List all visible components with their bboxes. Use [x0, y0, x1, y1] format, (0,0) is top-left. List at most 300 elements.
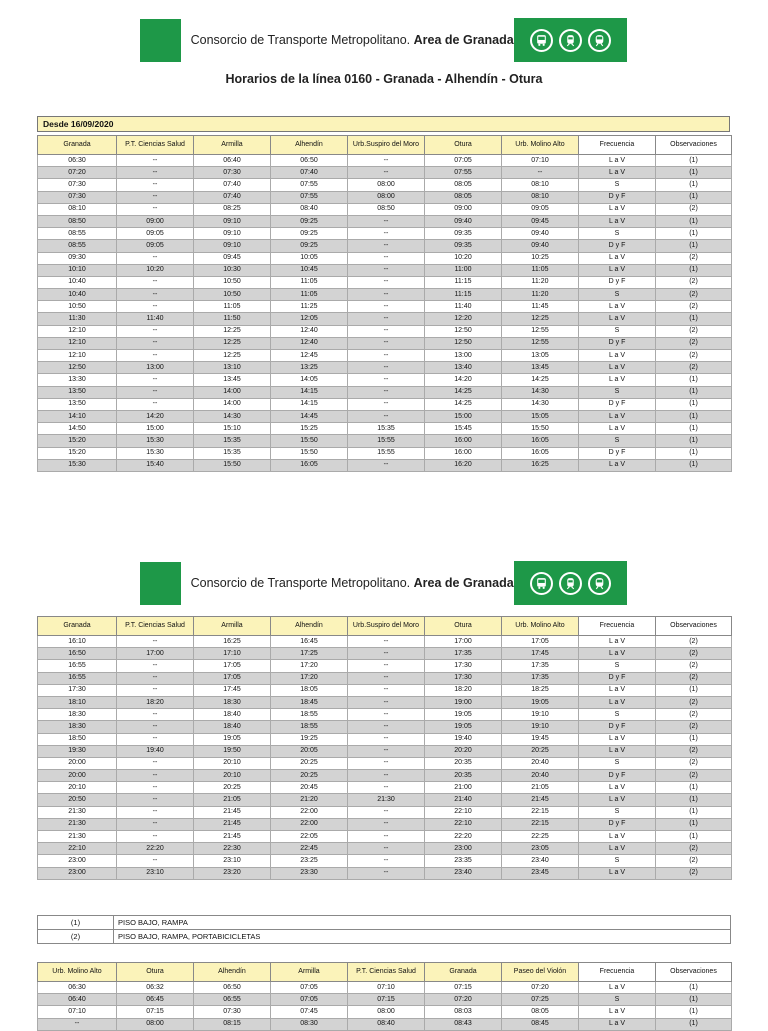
table-cell: 07:30 [38, 191, 117, 203]
table-cell: 11:30 [38, 313, 117, 325]
table-cell: 16:05 [502, 447, 579, 459]
column-header: Urb. Molino Alto [38, 963, 117, 982]
table-cell: 17:00 [425, 636, 502, 648]
table-cell: 09:05 [502, 203, 579, 215]
table-cell: (1) [656, 179, 732, 191]
outbound-schedule-table-2 [37, 616, 732, 880]
table-cell: 11:00 [425, 264, 502, 276]
table-cell: 07:55 [425, 167, 502, 179]
table-cell: (2) [656, 709, 732, 721]
table-cell: 22:20 [117, 843, 194, 855]
table-cell: 08:10 [38, 203, 117, 215]
table-cell: -- [348, 167, 425, 179]
table-cell: (2) [656, 337, 732, 349]
table-cell: 18:40 [194, 721, 271, 733]
table-cell: 13:00 [117, 362, 194, 374]
table-row [38, 215, 732, 227]
consortium-logo [140, 19, 181, 62]
table-cell: 07:55 [271, 179, 348, 191]
table-cell: (1) [656, 155, 732, 167]
table-cell: 14:20 [425, 374, 502, 386]
train-icon [588, 29, 611, 52]
table-cell: 17:45 [502, 648, 579, 660]
table-cell: 21:45 [194, 806, 271, 818]
table-row [38, 191, 732, 203]
column-header: Urb. Molino Alto [502, 136, 579, 155]
table-cell: 07:30 [38, 179, 117, 191]
table-cell: 09:35 [425, 228, 502, 240]
table-row [38, 337, 732, 349]
table-cell: -- [117, 806, 194, 818]
table-cell: -- [348, 386, 425, 398]
table-row [38, 855, 732, 867]
table-cell: 17:25 [271, 648, 348, 660]
table-row [38, 1018, 732, 1030]
table-cell: 07:25 [502, 994, 579, 1006]
table-cell: 14:30 [502, 398, 579, 410]
table-cell: 20:25 [502, 745, 579, 757]
table-cell: -- [348, 313, 425, 325]
table-cell: 15:50 [502, 423, 579, 435]
table-cell: 07:20 [38, 167, 117, 179]
column-header: Alhendín [194, 963, 271, 982]
table-cell: L a V [579, 794, 656, 806]
table-cell: 10:05 [271, 252, 348, 264]
table-cell: 16:05 [271, 459, 348, 471]
column-header: Frecuencia [579, 617, 656, 636]
table-cell: 19:05 [502, 696, 579, 708]
table-cell: 12:40 [271, 337, 348, 349]
table-cell: 08:05 [425, 179, 502, 191]
table-row [38, 179, 732, 191]
table-cell: 18:30 [38, 721, 117, 733]
table-cell: 18:20 [425, 684, 502, 696]
table-cell: (2) [656, 325, 732, 337]
table-cell: 15:00 [425, 410, 502, 422]
table-row [38, 398, 732, 410]
table-cell: 20:00 [38, 770, 117, 782]
table-cell: (2) [656, 362, 732, 374]
table-cell: 22:30 [194, 843, 271, 855]
table-cell: (1) [656, 410, 732, 422]
table-cell: 15:50 [194, 459, 271, 471]
table-cell: 23:45 [502, 867, 579, 879]
table-cell: 10:40 [38, 276, 117, 288]
table-cell: 08:30 [271, 1018, 348, 1030]
table-cell: 16:50 [38, 648, 117, 660]
table-cell: L a V [579, 252, 656, 264]
table-row [38, 289, 732, 301]
legend-row [38, 930, 731, 944]
table-cell: 11:05 [502, 264, 579, 276]
table-cell: 14:15 [271, 386, 348, 398]
table-cell: 07:40 [194, 179, 271, 191]
table-cell: 11:50 [194, 313, 271, 325]
table-cell: 10:50 [38, 301, 117, 313]
table-cell: 20:10 [194, 770, 271, 782]
transport-modes [514, 18, 627, 62]
table-cell: S [579, 179, 656, 191]
table-cell: 11:40 [117, 313, 194, 325]
table-cell: 20:25 [194, 782, 271, 794]
table-cell: 17:35 [425, 648, 502, 660]
table-cell: 14:45 [271, 410, 348, 422]
table-cell: (1) [656, 982, 732, 994]
column-header: Alhendín [271, 617, 348, 636]
table-cell: 18:40 [194, 709, 271, 721]
table-cell: 11:05 [271, 289, 348, 301]
table-cell: 20:05 [271, 745, 348, 757]
table-cell: -- [117, 276, 194, 288]
table-row [38, 843, 732, 855]
table-cell: 07:30 [194, 167, 271, 179]
table-cell: 17:10 [194, 648, 271, 660]
table-cell: 21:45 [502, 794, 579, 806]
table-cell: 08:40 [271, 203, 348, 215]
column-header: P.T. Ciencias Salud [117, 136, 194, 155]
column-header: Otura [425, 136, 502, 155]
table-cell: 16:55 [38, 660, 117, 672]
column-header: Observaciones [656, 617, 732, 636]
table-cell: (2) [656, 636, 732, 648]
table-cell: 17:35 [502, 660, 579, 672]
table-cell: L a V [579, 831, 656, 843]
table-cell: 14:10 [38, 410, 117, 422]
table-cell: L a V [579, 410, 656, 422]
table-cell: 07:40 [271, 167, 348, 179]
table-cell: 10:50 [194, 289, 271, 301]
table-row [38, 1006, 732, 1018]
table-row [38, 745, 732, 757]
table-cell: -- [117, 179, 194, 191]
table-cell: 06:40 [194, 155, 271, 167]
table-cell: 07:40 [194, 191, 271, 203]
table-cell: -- [348, 806, 425, 818]
table-row [38, 301, 732, 313]
table-cell: 18:45 [271, 696, 348, 708]
table-cell: L a V [579, 696, 656, 708]
table-cell: 22:10 [425, 806, 502, 818]
table-row [38, 252, 732, 264]
table-cell: -- [117, 709, 194, 721]
table-cell: 09:05 [117, 240, 194, 252]
table-cell: 15:20 [38, 447, 117, 459]
table-cell: 13:10 [194, 362, 271, 374]
table-cell: S [579, 386, 656, 398]
table-cell: 14:00 [194, 386, 271, 398]
table-cell: -- [348, 325, 425, 337]
table-cell: 22:05 [271, 831, 348, 843]
table-cell: 07:55 [271, 191, 348, 203]
table-header-row [38, 136, 732, 155]
table-cell: 07:10 [348, 982, 425, 994]
table-cell: -- [117, 325, 194, 337]
observations-legend [37, 915, 731, 944]
column-header: Observaciones [656, 963, 732, 982]
table-cell: 06:32 [117, 982, 194, 994]
table-cell: -- [348, 745, 425, 757]
table-row [38, 831, 732, 843]
table-cell: 20:45 [271, 782, 348, 794]
column-header: Urb.Suspiro del Moro [348, 136, 425, 155]
table-cell: -- [117, 721, 194, 733]
column-header: Urb. Molino Alto [502, 617, 579, 636]
table-cell: 10:50 [194, 276, 271, 288]
table-cell: 08:00 [348, 1006, 425, 1018]
table-row [38, 423, 732, 435]
table-cell: 15:35 [348, 423, 425, 435]
column-header: Alhendín [271, 136, 348, 155]
table-cell: -- [117, 782, 194, 794]
table-row [38, 782, 732, 794]
table-cell: 06:50 [194, 982, 271, 994]
table-cell: -- [348, 867, 425, 879]
table-cell: (1) [656, 435, 732, 447]
table-cell: (2) [656, 203, 732, 215]
table-cell: 09:10 [194, 215, 271, 227]
table-cell: -- [117, 337, 194, 349]
table-cell: 21:30 [38, 806, 117, 818]
table-cell: 12:55 [502, 337, 579, 349]
header-banner [140, 18, 627, 62]
table-row [38, 276, 732, 288]
table-cell: 13:05 [502, 350, 579, 362]
table-cell: 07:10 [38, 1006, 117, 1018]
table-cell: (1) [656, 459, 732, 471]
table-row [38, 350, 732, 362]
table-cell: D y F [579, 191, 656, 203]
table-cell: 20:50 [38, 794, 117, 806]
table-cell: 16:55 [38, 672, 117, 684]
table-cell: 11:40 [425, 301, 502, 313]
table-row [38, 167, 732, 179]
area-name: Area de Granada [413, 33, 514, 47]
table-cell: (2) [656, 855, 732, 867]
table-row [38, 362, 732, 374]
table-row [38, 325, 732, 337]
table-cell: 11:20 [502, 289, 579, 301]
table-cell: 09:40 [502, 228, 579, 240]
table-cell: -- [117, 374, 194, 386]
table-cell: 10:30 [194, 264, 271, 276]
table-cell: 14:50 [38, 423, 117, 435]
table-cell: -- [348, 818, 425, 830]
table-cell: 07:15 [117, 1006, 194, 1018]
column-header: Frecuencia [579, 136, 656, 155]
consortium-logo [140, 562, 181, 605]
table-cell: 15:05 [502, 410, 579, 422]
table-cell: -- [117, 301, 194, 313]
table-cell: -- [348, 696, 425, 708]
table-cell: S [579, 228, 656, 240]
table-cell: 19:10 [502, 709, 579, 721]
table-cell: L a V [579, 301, 656, 313]
legend-code: (1) [38, 916, 114, 930]
table-cell: 17:05 [194, 672, 271, 684]
table-cell: (2) [656, 745, 732, 757]
table-cell: 17:20 [271, 660, 348, 672]
table-cell: 18:10 [38, 696, 117, 708]
table-cell: 12:05 [271, 313, 348, 325]
table-cell: (2) [656, 843, 732, 855]
table-cell: S [579, 289, 656, 301]
table-cell: (2) [656, 757, 732, 769]
table-cell: 17:05 [502, 636, 579, 648]
legend-code: (2) [38, 930, 114, 944]
table-cell: 14:30 [194, 410, 271, 422]
column-header: Armilla [194, 136, 271, 155]
table-cell: (1) [656, 167, 732, 179]
table-cell: 12:25 [194, 325, 271, 337]
table-cell: 09:25 [271, 240, 348, 252]
table-cell: (2) [656, 696, 732, 708]
table-cell: 13:25 [271, 362, 348, 374]
table-cell: 22:15 [502, 806, 579, 818]
table-cell: 07:05 [271, 982, 348, 994]
table-cell: 09:45 [502, 215, 579, 227]
table-cell: 15:20 [38, 435, 117, 447]
table-cell: 12:25 [194, 337, 271, 349]
table-cell: 19:25 [271, 733, 348, 745]
table-row [38, 770, 732, 782]
table-cell: 20:40 [502, 757, 579, 769]
table-cell: 17:45 [194, 684, 271, 696]
table-cell: L a V [579, 167, 656, 179]
table-cell: (1) [656, 398, 732, 410]
tram-icon [559, 572, 582, 595]
table-cell: -- [348, 264, 425, 276]
table-cell: L a V [579, 733, 656, 745]
table-cell: 12:10 [38, 350, 117, 362]
table-cell: 08:10 [502, 179, 579, 191]
table-cell: 14:25 [425, 398, 502, 410]
table-cell: 08:00 [348, 179, 425, 191]
table-cell: 16:10 [38, 636, 117, 648]
table-cell: 18:30 [194, 696, 271, 708]
table-cell: 22:25 [502, 831, 579, 843]
table-cell: 07:05 [425, 155, 502, 167]
table-row [38, 228, 732, 240]
table-cell: 19:40 [117, 745, 194, 757]
table-cell: 08:10 [502, 191, 579, 203]
table-row [38, 721, 732, 733]
table-cell: -- [117, 203, 194, 215]
table-cell: -- [348, 301, 425, 313]
table-cell: 10:20 [117, 264, 194, 276]
table-cell: 12:55 [502, 325, 579, 337]
table-cell: L a V [579, 1018, 656, 1030]
legend-text: PISO BAJO, RAMPA, PORTABICICLETAS [114, 930, 731, 944]
table-cell: 21:05 [502, 782, 579, 794]
table-row [38, 459, 732, 471]
table-cell: 11:15 [425, 276, 502, 288]
area-name: Area de Granada [413, 576, 514, 590]
table-cell: -- [348, 831, 425, 843]
table-cell: 14:05 [271, 374, 348, 386]
table-cell: -- [348, 782, 425, 794]
table-cell: -- [348, 855, 425, 867]
table-cell: -- [348, 410, 425, 422]
table-cell: 17:35 [502, 672, 579, 684]
table-cell: (1) [656, 423, 732, 435]
table-cell: 06:30 [38, 982, 117, 994]
table-cell: 16:05 [502, 435, 579, 447]
table-cell: 21:45 [194, 818, 271, 830]
table-cell: 19:10 [502, 721, 579, 733]
table-cell: (1) [656, 191, 732, 203]
page-title: Horarios de la línea 0160 - Granada - Alhendín - Otura [225, 72, 543, 86]
table-cell: 08:50 [348, 203, 425, 215]
column-header: Urb.Suspiro del Moro [348, 617, 425, 636]
table-cell: -- [117, 636, 194, 648]
table-cell: 23:00 [425, 843, 502, 855]
table-cell: -- [117, 818, 194, 830]
table-cell: 11:05 [194, 301, 271, 313]
table-cell: -- [117, 398, 194, 410]
table-cell: 11:15 [425, 289, 502, 301]
table-cell: 20:20 [425, 745, 502, 757]
table-cell: 22:00 [271, 818, 348, 830]
table-cell: (2) [656, 721, 732, 733]
table-cell: 15:45 [425, 423, 502, 435]
table-cell: 12:50 [425, 325, 502, 337]
table-row [38, 818, 732, 830]
table-cell: 23:25 [271, 855, 348, 867]
table-cell: -- [117, 350, 194, 362]
legend-text: PISO BAJO, RAMPA [114, 916, 731, 930]
table-header-row [38, 963, 732, 982]
table-cell: L a V [579, 155, 656, 167]
table-cell: 08:45 [502, 1018, 579, 1030]
table-row [38, 696, 732, 708]
table-cell: (1) [656, 831, 732, 843]
table-cell: 07:20 [425, 994, 502, 1006]
table-cell: (1) [656, 818, 732, 830]
table-cell: 13:00 [425, 350, 502, 362]
table-cell: S [579, 435, 656, 447]
table-cell: 07:05 [271, 994, 348, 1006]
table-cell: 20:10 [194, 757, 271, 769]
table-cell: 20:25 [271, 757, 348, 769]
table-cell: 10:40 [38, 289, 117, 301]
table-cell: 19:05 [425, 721, 502, 733]
table-cell: -- [348, 337, 425, 349]
table-cell: L a V [579, 313, 656, 325]
table-cell: 10:25 [502, 252, 579, 264]
table-cell: 14:25 [502, 374, 579, 386]
table-cell: -- [117, 672, 194, 684]
return-schedule-table [37, 962, 732, 1031]
table-cell: 17:30 [425, 672, 502, 684]
table-header-row [38, 617, 732, 636]
table-cell: 08:15 [194, 1018, 271, 1030]
table-cell: 07:45 [271, 1006, 348, 1018]
table-cell: 11:05 [271, 276, 348, 288]
table-cell: L a V [579, 745, 656, 757]
table-cell: 12:10 [38, 325, 117, 337]
table-cell: (1) [656, 447, 732, 459]
table-cell: 12:40 [271, 325, 348, 337]
table-cell: L a V [579, 459, 656, 471]
table-cell: L a V [579, 264, 656, 276]
table-cell: 18:25 [502, 684, 579, 696]
table-cell: 12:45 [271, 350, 348, 362]
table-cell: 13:50 [38, 386, 117, 398]
table-cell: 15:30 [117, 435, 194, 447]
column-header: Granada [38, 617, 117, 636]
table-cell: 08:00 [117, 1018, 194, 1030]
tram-icon [559, 29, 582, 52]
